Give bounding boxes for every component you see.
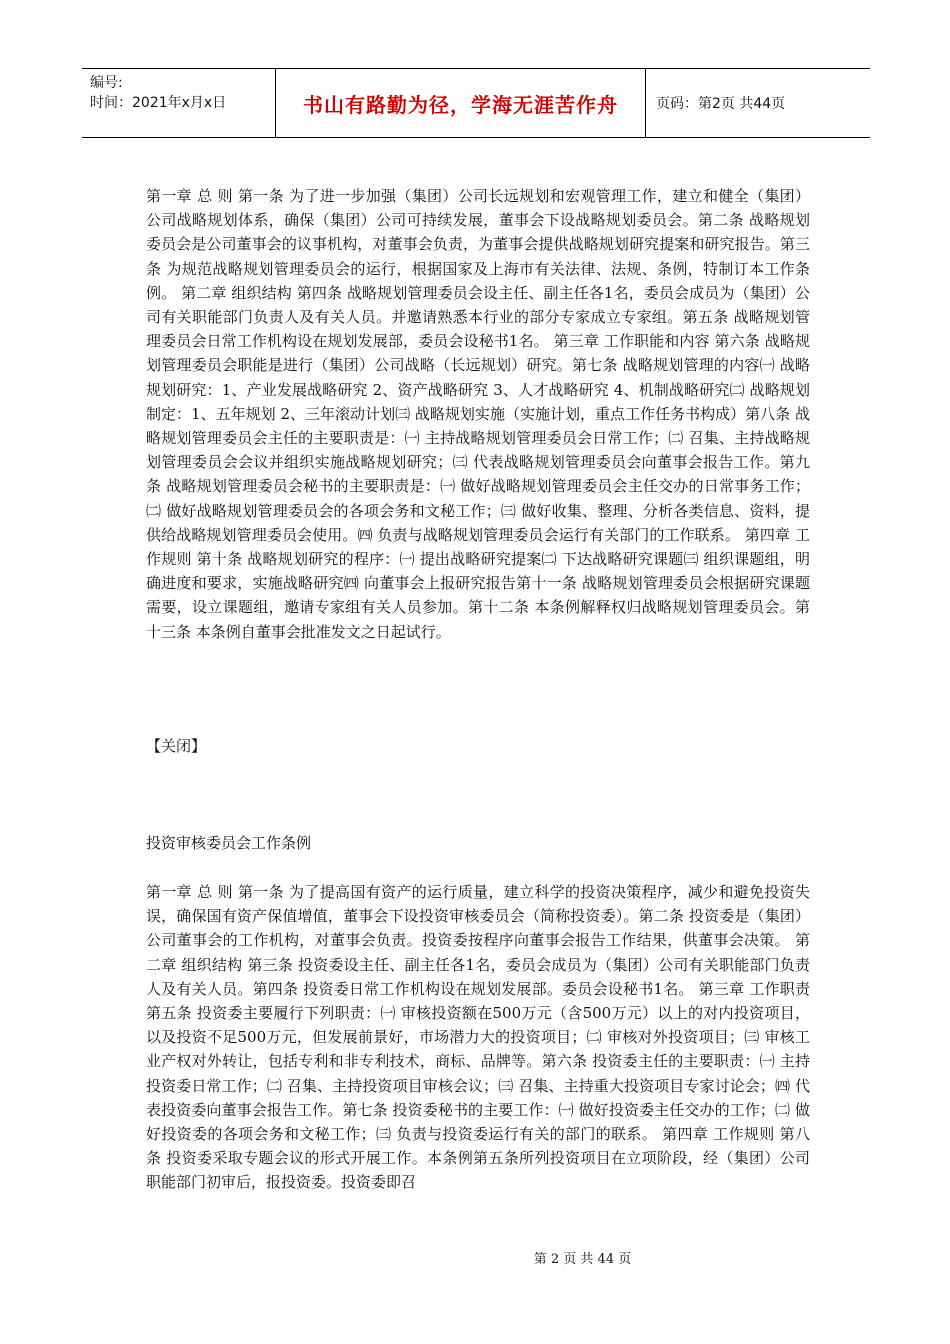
page-header <box>82 68 870 138</box>
page-info-text: 页码：第2页 共44页 <box>656 96 786 112</box>
article2-body: 第一章 总 则 第一条 为了提高国有资产的运行质量，建立科学的投资决策程序，减少和避免投资失误，确保国有资产保值增值，董事会下设投资审核委员会（简称投资委）。第二条 投资委是（集团）公司董事会的工作机构，对董事会负责。投资委按程序向董事会报告工作结果，供董事会决策。 第二章 组织结构 第三条 投资委设主任、副主任各1名，委员会成员为（集团）公司有关职能部门负责人及有关人员。第四条 投资委日常工作机构设在规划发展部。委员会设秘书1名。 第三章 工作职责 第五条 投资委主要履行下列职责：㈠ 审核投资额在500万元（含500万元）以上的对内投资项目，以及投资不足500万元，但发展前景好，市场潜力大的投资项目；㈡ 审核对外投资项目；㈢ 审核工业产权对外转让，包括专利和非专利技术，商标、品牌等。第六条 投资委主任的主要职责：㈠ 主持投资委日常工作；㈡ 召集、主持投资项目审核会议；㈢ 召集、主持重大投资项目专家讨论会；㈣ 代表投资委向董事会报告工作。第七条 投资委秘书的主要工作：㈠ 做好投资委主任交办的工作；㈡ 做好投资委的各项会务和文秘工作；㈢ 负责与投资委运行有关的部门的联系。 第四章 工作规则 第八条 投资委采取专题会议的形式开展工作。本条例第五条所列投资项目在立项阶段，经（集团）公司职能部门初审后，报投资委。投资委即召 <box>146 883 810 1192</box>
header-motto <box>276 69 646 137</box>
motto-text: 书山有路勤为径，学海无涯苦作舟 <box>303 92 618 117</box>
header-page-info <box>646 69 870 137</box>
footer-page-number: 第 2 页 共 44 页 <box>533 1252 632 1267</box>
number-label: 编号: <box>90 75 123 91</box>
time-label: 时间：2021年x月x日 <box>90 95 227 111</box>
close-link[interactable]: 【关闭】 <box>146 737 207 755</box>
article1-body: 第一章 总 则 第一条 为了进一步加强（集团）公司长远规划和宏观管理工作，建立和健全（集团）公司战略规划体系，确保（集团）公司可持续发展，董事会下设战略规划委员会。第二条 战略规划委员会是公司董事会的议事机构，对董事会负责，为董事会提供战略规划研究提案和研究报告。第三条 为规范战略规划管理委员会的运行，根据国家及上海市有关法律、法规、条例，特制订本工作条例。 第二章 组织结构 第四条 战略规划管理委员会设主任、副主任各1名，委员会成员为（集团）公司有关职能部门负责人及有关人员。并邀请熟悉本行业的部分专家成立专家组。第五条 战略规划管理委员会日常工作机构设在规划发展部，委员会设秘书1名。 第三章 工作职能和内容 第六条 战略规划管理委员会职能是进行（集团）公司战略（长远规划）研究。第七条 战略规划管理的内容㈠ 战略规划研究：1、产业发展战略研究 2、资产战略研究 3、人才战略研究 4、机制战略研究㈡ 战略规划制定：1、五年规划 2、三年滚动计划㈢ 战略规划实施（实施计划，重点工作任务书构成）第八条 战略规划管理委员会主任的主要职责是：㈠ 主持战略规划管理委员会日常工作；㈡ 召集、主持战略规划管理委员会会议并组织实施战略规划研究；㈢ 代表战略规划管理委员会向董事会报告工作。第九条 战略规划管理委员会秘书的主要职责是：㈠ 做好战略规划管理委员会主任交办的日常事务工作；㈡ 做好战略规划管理委员会的各项会务和文秘工作；㈢ 做好收集、整理、分析各类信息、资料，提供给战略规划管理委员会使用。㈣ 负责与战略规划管理委员会运行有关部门的工作联系。 第四章 工作规则 第十条 战略规划研究的程序：㈠ 提出战略研究提案㈡ 下达战略研究课题㈢ 组织课题组，明确进度和要求，实施战略研究㈣ 向董事会上报研究报告第十一条 战略规划管理委员会根据研究课题需要，设立课题组，邀请专家组有关人员参加。第十二条 本条例解释权归战略规划管理委员会。第十三条 本条例自董事会批准发文之日起试行。 <box>146 187 810 641</box>
page-footer <box>0 1248 950 1267</box>
article2-title: 投资审核委员会工作条例 <box>146 834 312 852</box>
header-meta <box>82 69 276 137</box>
